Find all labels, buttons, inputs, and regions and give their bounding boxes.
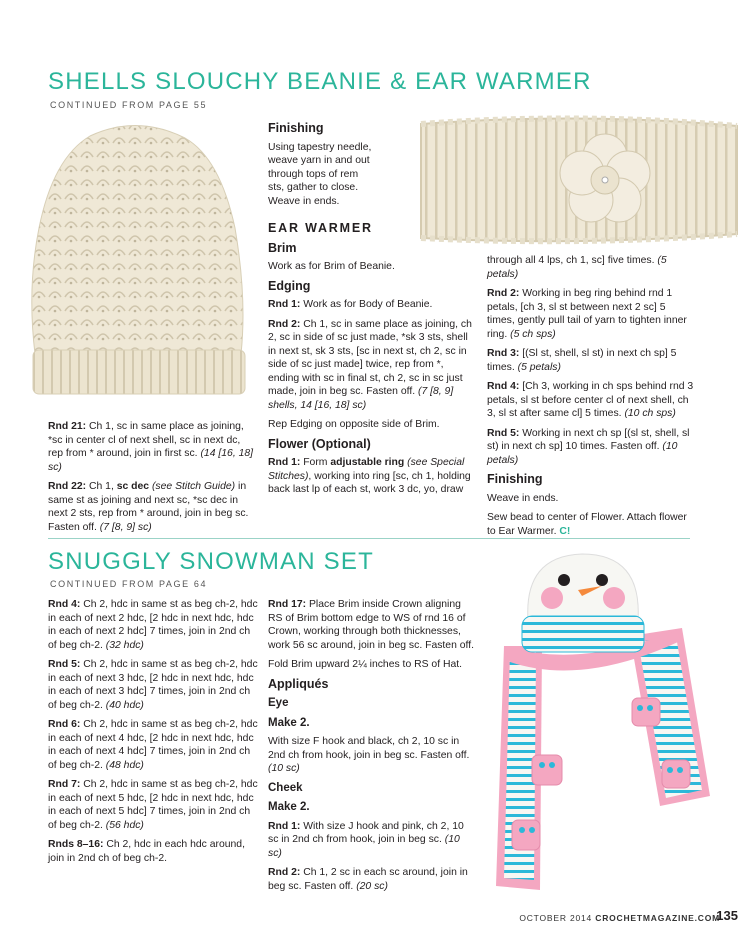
flower-rnd3: Rnd 3: [(Sl st, shell, sl st) in next ch sp] 5 times. (5 petals) [487, 348, 677, 373]
ear-warmer-heading: EAR WARMER [268, 221, 373, 235]
cheek-make2: Make 2. [268, 801, 310, 813]
edging-rep: Rep Edging on opposite side of Brim. [268, 419, 440, 430]
snowman-rnd5: Rnd 5: Ch 2, hdc in same st as beg ch-2, hdc in each of next 3 hdc, [2 hdc in next hdc, hdc in each of next 3 hdc] 7 times, join in 2nd ch of beg ch-2. (40 hdc) [48, 659, 258, 711]
snowman-rnds8-16: Rnds 8–16: Ch 2, hdc in each hdc around, join in 2nd ch of beg ch-2. [48, 839, 245, 864]
beanie-photo [15, 118, 255, 410]
beanie-rnd22: Rnd 22: Ch 1, sc dec (see Stitch Guide) in same st as joining and next sc, *sc dec in next 2 sts, rep from * around, join in beg sc. Fasten off. (7 [8, 9] sc) [48, 481, 249, 533]
appliques-heading: Appliqués [268, 676, 329, 691]
flower-rnd2: Rnd 2: Working in beg ring behind rnd 1 petals, [ch 3, sl st between next 2 sc] 5 times, gently pull tail of yarn to tighten inner ring. (5 ch sps) [487, 288, 687, 340]
eye-make2: Make 2. [268, 716, 310, 729]
finishing-text: Using tapestry needle, weave yarn in and out through tops of rem sts, gather to close. Weave in ends. [268, 141, 372, 207]
beanie-right-column [487, 254, 695, 544]
snowman-left-column [48, 598, 258, 871]
beanie-left-column [48, 420, 256, 540]
snowman-set-photo [482, 550, 722, 902]
snowman-rnd4: Rnd 4: Ch 2, hdc in same st as beg ch-2, hdc in each of next 2 hdc, [2 hdc in next hdc, hdc in each of next 2 hdc] 7 times, join in 2nd ch of beg ch-2. (32 hdc) [48, 599, 258, 651]
snowman-rnd7: Rnd 7: Ch 2, hdc in same st as beg ch-2, hdc in each of next 5 hdc, [2 hdc in next hdc, hdc in each of next 5 hdc] 7 times, join in 2nd ch of beg ch-2. (56 hdc) [48, 779, 258, 831]
page-number: 135 [716, 908, 738, 923]
finishing2-heading: Finishing [487, 472, 543, 486]
finishing-heading: Finishing [268, 121, 324, 135]
flower-heading: Flower (Optional) [268, 436, 371, 451]
section-divider [48, 538, 690, 539]
finishing2-line1: Weave in ends. [487, 492, 559, 504]
footer-site: CROCHETMAGAZINE.COM [595, 913, 720, 923]
beanie-rnd21: Rnd 21: Ch 1, sc in same place as joining, *sc in center cl of next shell, sc in next dc, rep from * around, join in first sc. (14 [16, 18] sc) [48, 421, 254, 473]
snowman-section-title: SNUGGLY SNOWMAN SET [48, 548, 374, 575]
snowman-middle-column [268, 598, 474, 899]
footer-issue: OCTOBER 2014 [519, 913, 593, 923]
eye-heading: Eye [268, 697, 289, 709]
flower-rnd5: Rnd 5: Working in next ch sp [(sl st, shell, sl st) in next ch sp] 10 times. Fasten off. (10 petals) [487, 427, 690, 466]
eye-text: With size F hook and black, ch 2, 10 sc in 2nd ch from hook, join in beg sc. Fasten off. (10 sc) [268, 736, 470, 774]
beanie-continued-note: CONTINUED FROM PAGE 55 [50, 100, 208, 110]
snowman-rnd6: Rnd 6: Ch 2, hdc in same st as beg ch-2, hdc in each of next 4 hdc, [2 hdc in next hdc, hdc in each of next 4 hdc] 7 times, join in 2nd ch of beg ch-2. (48 hdc) [48, 719, 258, 771]
cheek-rnd1: Rnd 1: With size J hook and pink, ch 2, 10 sc in 2nd ch from hook, join in beg sc. (10 sc) [268, 820, 464, 859]
beanie-middle-column [268, 122, 474, 503]
flower-rnd1: Rnd 1: Form adjustable ring (see Special Stitches), working into ring [sc, ch 1, holding back last lp of each st, work 3 dc, yo, draw [268, 457, 471, 495]
snowman-rnd17: Rnd 17: Place Brim inside Crown aligning RS of Brim bottom edge to WS of rnd 16 of Crown, working through both thicknesses, work 56 sc around, join in beg sc. Fasten off. [268, 599, 475, 651]
fold-text: Fold Brim upward 2¼ inches to RS of Hat. [268, 659, 463, 670]
snowman-continued-note: CONTINUED FROM PAGE 64 [50, 579, 208, 589]
flower-rnd1-cont: through all 4 lps, ch 1, sc] five times. (5 petals) [487, 255, 667, 280]
finishing2-line2: Sew bead to center of Flower. Attach flower to Ear Warmer. C! [487, 512, 687, 537]
beanie-section-title: SHELLS SLOUCHY BEANIE & EAR WARMER [48, 68, 592, 95]
cheek-rnd2: Rnd 2: Ch 1, 2 sc in each sc around, join in beg sc. Fasten off. (20 sc) [268, 867, 468, 892]
edging-rnd2: Rnd 2: Ch 1, sc in same place as joining, ch 2, sc in side of sc just made, *sk 3 sts, shell in next st, sk 3 sts, [sc in next st, ch 2, sc in side of sc just made] twice, rep from *, ending with sc in final st, ch 2, sc in sc just made, join in beg sc. Fasten off. (7 [8, 9] shells, 14 [16, 18] sc) [268, 318, 472, 411]
page-footer [519, 913, 720, 923]
edging-rnd1: Rnd 1: Work as for Body of Beanie. [268, 299, 433, 310]
edging-heading: Edging [268, 278, 311, 293]
brim-heading: Brim [268, 240, 297, 255]
cheek-heading: Cheek [268, 781, 303, 794]
flower-rnd4: Rnd 4: [Ch 3, working in ch sps behind rnd 3 petals, sl st before center cl of next shell, ch 3, sl st after same cl] 5 times. (10 ch sps) [487, 381, 694, 419]
end-mark: C! [559, 525, 571, 537]
brim-text: Work as for Brim of Beanie. [268, 261, 395, 272]
